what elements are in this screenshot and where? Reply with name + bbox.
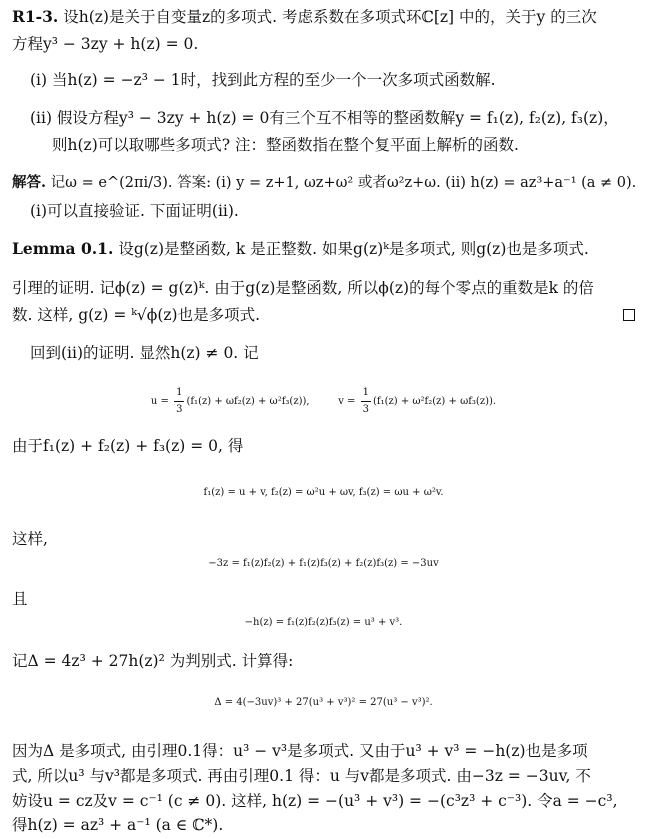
problem-text-1: 设h(z)是关于自变量z的多项式. 考虑系数在多项式环ℂ[z] 中的，关于y 的三次 <box>63 8 597 26</box>
lemma <box>12 238 589 260</box>
conclusion-line-3: 妨设u = cz及v = c⁻¹ (c ≠ 0). 这样, h(z) = −(u³ + v³) = −(c³z³ + c⁻³). 令a = −c³, <box>12 792 618 810</box>
eq-u-lhs: u = <box>150 396 169 407</box>
lemma-proof-line-1: 引理的证明. 记ϕ(z) = g(z)ᵏ. 由于g(z)是整函数, 所以ϕ(z)的每个零点的重数是k 的倍 <box>12 279 594 297</box>
eq-v-rhs: (f₁(z) + ω²f₂(z) + ωf₃(z)). <box>372 396 497 407</box>
lemma-text: 设g(z)是整函数, k 是正整数. 如果g(z)ᵏ是多项式, 则g(z)也是多项式. <box>118 240 589 258</box>
solution-label: 解答. <box>12 174 47 191</box>
thus-label: 这样, <box>12 530 48 548</box>
frac-num-u: 1 <box>174 385 184 402</box>
problem-label: R1-3. <box>12 7 59 26</box>
and-label: 且 <box>12 590 28 608</box>
frac-den-v: 3 <box>362 404 369 415</box>
discriminant-def: 记Δ = 4z³ + 27h(z)² 为判别式. 计算得: <box>12 652 294 670</box>
conclusion-line-2: 式, 所以u³ 与v³都是多项式. 再由引理0.1 得：u 与v都是多项式. 由−3z = −3uv, 不 <box>12 767 591 785</box>
problem-line-2: 方程y³ − 3zy + h(z) = 0. <box>12 35 199 53</box>
problem-part-ii-line-1: (ii) 假设方程y³ − 3zy + h(z) = 0有三个互不相等的整函数解y = f₁(z), f₂(z), f₃(z)， <box>30 109 619 127</box>
solution-line-2: (i)可以直接验证. 下面证明(ii). <box>30 202 239 220</box>
problem-part-ii-line-2: 则h(z)可以取哪些多项式? 注：整函数指在整个复平面上解析的函数. <box>52 136 519 154</box>
eq-v-lhs: v = <box>338 396 356 407</box>
since-sum-zero: 由于f₁(z) + f₂(z) + f₃(z) = 0, 得 <box>12 437 244 455</box>
conclusion-line-1: 因为Δ 是多项式, 由引理0.1得：u³ − v³是多项式. 又由于u³ + v³ = −h(z)也是多项 <box>12 742 588 760</box>
solution-text-1: 记ω = e^(2πi/3). 答案: (i) y = z+1, ωz+ω² 或者ω²z+ω. (ii) h(z) = az³+a⁻¹ (a ≠ 0). <box>50 175 637 191</box>
equation-u-v <box>0 385 647 418</box>
solution-line-1 <box>12 172 636 194</box>
frac-num-v: 1 <box>361 385 371 402</box>
conclusion-line-4: 得h(z) = az³ + a⁻¹ (a ∈ ℂ*). <box>12 816 224 834</box>
problem-part-i: (i) 当h(z) = −z³ − 1时，找到此方程的至少一个一次多项式函数解. <box>30 71 496 89</box>
eq-u-rhs: (f₁(z) + ωf₂(z) + ω²f₃(z)), <box>186 396 310 407</box>
back-to-proof: 回到(ii)的证明. 显然h(z) ≠ 0. 记 <box>30 344 259 362</box>
lemma-label: Lemma 0.1. <box>12 239 114 258</box>
lemma-proof-line-2: 数. 这样, g(z) = ᵏ√ϕ(z)也是多项式. <box>12 306 261 324</box>
equation-3z: −3z = f₁(z)f₂(z) + f₁(z)f₃(z) + f₂(z)f₃(z) = −3uv <box>208 558 439 569</box>
qed-box <box>623 309 635 321</box>
equation-h: −h(z) = f₁(z)f₂(z)f₃(z) = u³ + v³. <box>244 617 403 628</box>
equation-delta: Δ = 4(−3uv)³ + 27(u³ + v³)² = 27(u³ − v³)². <box>214 697 433 708</box>
fraction-one-third-u <box>174 385 184 418</box>
fraction-one-third-v <box>361 385 371 418</box>
problem-line-1 <box>12 6 597 28</box>
equation-f: f₁(z) = u + v, f₂(z) = ω²u + ωv, f₃(z) = ωu + ω²v. <box>203 487 444 498</box>
frac-den-u: 3 <box>176 404 183 415</box>
